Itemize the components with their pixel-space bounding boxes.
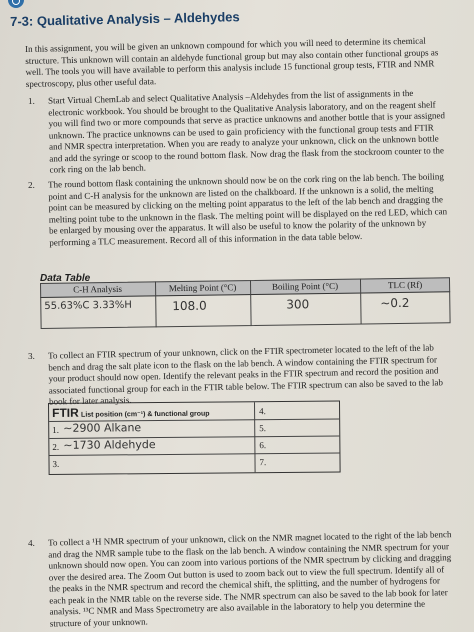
step-text: To collect a ¹H NMR spectrum of your unknown, click on the NMR magnet located to the right of the lab bench and drag the NMR sample tube to the flask on the lab bench. A window containing the NMR spectrum for your unknown should now open. You can zoom into various portions of the NMR spectrum by clicking and dragging over the desired area. The Zoom Out button is used to zoom back out to view the full spectrum. Identify all of the peaks in the NMR spectrum and record the chemical shift, the splitting, and the number of hydrogens for each peak in the NMR table on the reverse side. The NMR spectrum can also be saved to the lab book for later analysis. ¹³C NMR and Mass Spectrometry are also available in the laboratory to help you determine the structure of your unknown. (47, 529, 452, 629)
ftir-right-num: 7. (259, 457, 267, 468)
value-melting-point: 108.0 (172, 298, 207, 314)
step-number: 3. (28, 350, 35, 361)
step-text: Start Virtual ChemLab and select Qualitative Analysis –Aldehydes from the list of assignments in the electronic workbook. You should be brought to the Qualitative Analysis laboratory, and on the reagent shelf you will find two or more compounds that serve as practice unknowns and another bottle that is your assigned unknown. The practice unknowns can be used to gain proficiency with the functional group tests and FTIR and NMR spectra interpretation. When you are ready to analyze your unknown, click on the unknown bottle and add the syringe or scoop to the round bottom flask. Now drag the flask from the stockroom counter to the cork ring on the lab bench. (47, 87, 446, 175)
step-number: 2. (28, 179, 35, 190)
intro-paragraph: In this assignment, you will be given an unknown compound for which you will need to determine its chemical structure. This unknown will contain an aldehyde functional group but may also contain other functional groups as well. The tools you will have available to perform this analysis include 15 functional group tests, FTIR and NMR spectroscopy, plus other useful data. (25, 35, 439, 89)
data-table-title: Data Table (40, 273, 91, 284)
step-number: 1. (28, 95, 35, 106)
step-2 (28, 171, 449, 249)
ftir-right-num: 5. (259, 423, 267, 434)
value-boiling-point: 300 (286, 297, 310, 312)
step-1 (28, 87, 450, 176)
value-ch-analysis: 55.63%C 3.33%H (44, 299, 132, 312)
ftir-left-num: 2. (52, 441, 60, 452)
step-4 (28, 529, 455, 630)
step-text: To collect an FTIR spectrum of your unknown, click on the FTIR spectrometer located to the left of the lab bench and drag the salt plate icon to the flask on the lab bench. A window containing the FTIR spectrum for your product should now open. Identify the relevant peaks in the FTIR spectrum and record the position and associated functional group for each in the FTIR table below. The FTIR spectrum can also be saved to the lab book for later analysis. (47, 342, 443, 407)
step-3 (28, 342, 449, 408)
step-number: 4. (28, 537, 35, 548)
header-tlc: TLC (Rf) (387, 279, 423, 291)
ftir-right-num: 4. (259, 406, 266, 417)
step-text: The round bottom flask containing the unknown should now be on the cork ring on the lab bench. The boiling point and C-H analysis for the unknown are listed on the chalkboard. If the unknown is a solid, the melting point can be measured by clicking on the melting point apparatus to the left of the lab bench and dragging the melting point tube to the unknown in the flask. The melting point will be displayed on the red LED, which can be enlarged by mousing over the apparatus. It will also be useful to know the polarity of the unknown by performing a TLC measurement. Record all of this information in the data table below. (47, 171, 448, 248)
data-table (40, 277, 451, 329)
header-ch-analysis: C-H Analysis (73, 283, 123, 295)
ftir-peak-2: ~1730 Aldehyde (63, 438, 156, 452)
section-badge-icon (8, 0, 24, 8)
ftir-header: FTIR List position (cm⁻¹) & functional group (52, 405, 210, 420)
ftir-peak-1: ~2900 Alkane (63, 421, 142, 435)
value-tlc: ~0.2 (380, 295, 410, 311)
ftir-left-num: 3. (52, 458, 60, 469)
ftir-table (48, 400, 341, 475)
ftir-right-num: 6. (259, 440, 267, 451)
ftir-left-num: 1. (52, 424, 60, 435)
header-boiling-point: Boiling Point (°C) (271, 280, 339, 292)
header-melting-point: Melting Point (°C) (168, 282, 237, 294)
page-title: 7-3: Qualitative Analysis – Aldehydes (10, 9, 240, 29)
